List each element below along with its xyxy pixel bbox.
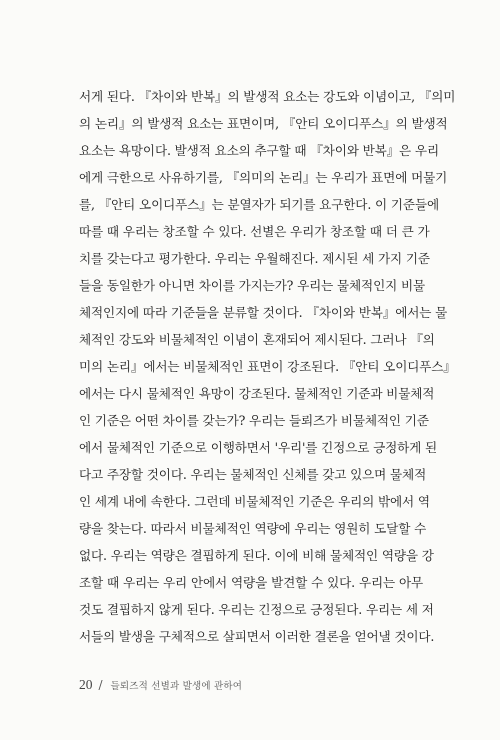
text-line: 에서는 다시 물체적인 욕망이 강조된다. 물체적인 기준과 비물체적 <box>79 386 435 401</box>
text-line: 요소는 욕망이다. 발생적 요소의 추구할 때 『차이와 반복』은 우리 <box>79 143 439 158</box>
text-line: 를, 『안티 오이디푸스』는 분열자가 되기를 요구한다. 이 기준들에 <box>79 197 439 212</box>
text-line: 체적인 강도와 비물체적인 이념이 혼재되어 제시된다. 그러나 『의 <box>79 332 435 347</box>
text-line: 량을 찾는다. 따라서 비물체적인 역량에 우리는 영원히 도달할 수 <box>79 521 427 536</box>
text-line: 의 논리』의 발생적 요소는 표면이며, 『안티 오이디푸스』의 발생적 <box>79 116 448 131</box>
text-line: 에게 극한으로 사유하기를, 『의미의 논리』는 우리가 표면에 머물기 <box>79 170 448 185</box>
page-number: 20 <box>79 677 93 692</box>
running-title: 들뢰즈적 선별과 발생에 관하여 <box>110 681 243 692</box>
text-line: 것도 결핍하지 않게 된다. 우리는 긴정으로 긍정된다. 우리는 세 저 <box>79 602 434 617</box>
text-line: 없다. 우리는 역량은 결핍하게 된다. 이에 비해 물체적인 역량을 강 <box>79 548 434 563</box>
text-line: 인 세계 내에 속한다. 그런데 비물체적인 기준은 우리의 밖에서 역 <box>79 494 430 509</box>
text-line: 서게 된다. 『차이와 반복』의 발생적 요소는 강도와 이념이고, 『의미 <box>79 89 456 104</box>
text-line: 따를 때 우리는 창조할 수 있다. 선별은 우리가 창조할 때 더 큰 가 <box>79 224 430 239</box>
footer-separator: / <box>98 678 103 692</box>
text-line: 조할 때 우리는 우리 안에서 역량을 발견할 수 있다. 우리는 아무 <box>79 575 423 590</box>
text-line: 인 기준은 어떤 차이를 갖는가? 우리는 들뢰즈가 비물체적인 기준 <box>79 413 429 428</box>
text-line: 들을 동일한가 아니면 차이를 가지는가? 우리는 물체적인지 비물 <box>79 278 425 293</box>
text-line: 치를 갖는다고 평가한다. 우리는 우월해진다. 제시된 세 가지 기준 <box>79 251 430 266</box>
text-line: 미의 논리』에서는 비물체적인 표면이 강조된다. 『안티 오이디푸스』 <box>79 359 456 374</box>
text-line: 서들의 발생을 구체적으로 살피면서 이러한 결론을 얻어낼 것이다. <box>79 629 435 644</box>
page-footer <box>79 677 242 697</box>
text-line: 체적인지에 따라 기준들을 분류할 것이다. 『차이와 반복』에서는 물 <box>79 305 448 320</box>
text-line: 에서 물체적인 기준으로 이행하면서 '우리'를 긴정으로 긍정하게 된 <box>79 440 438 455</box>
text-line: 다고 주장할 것이다. 우리는 물체적인 신체를 갖고 있으며 물체적 <box>79 467 427 482</box>
